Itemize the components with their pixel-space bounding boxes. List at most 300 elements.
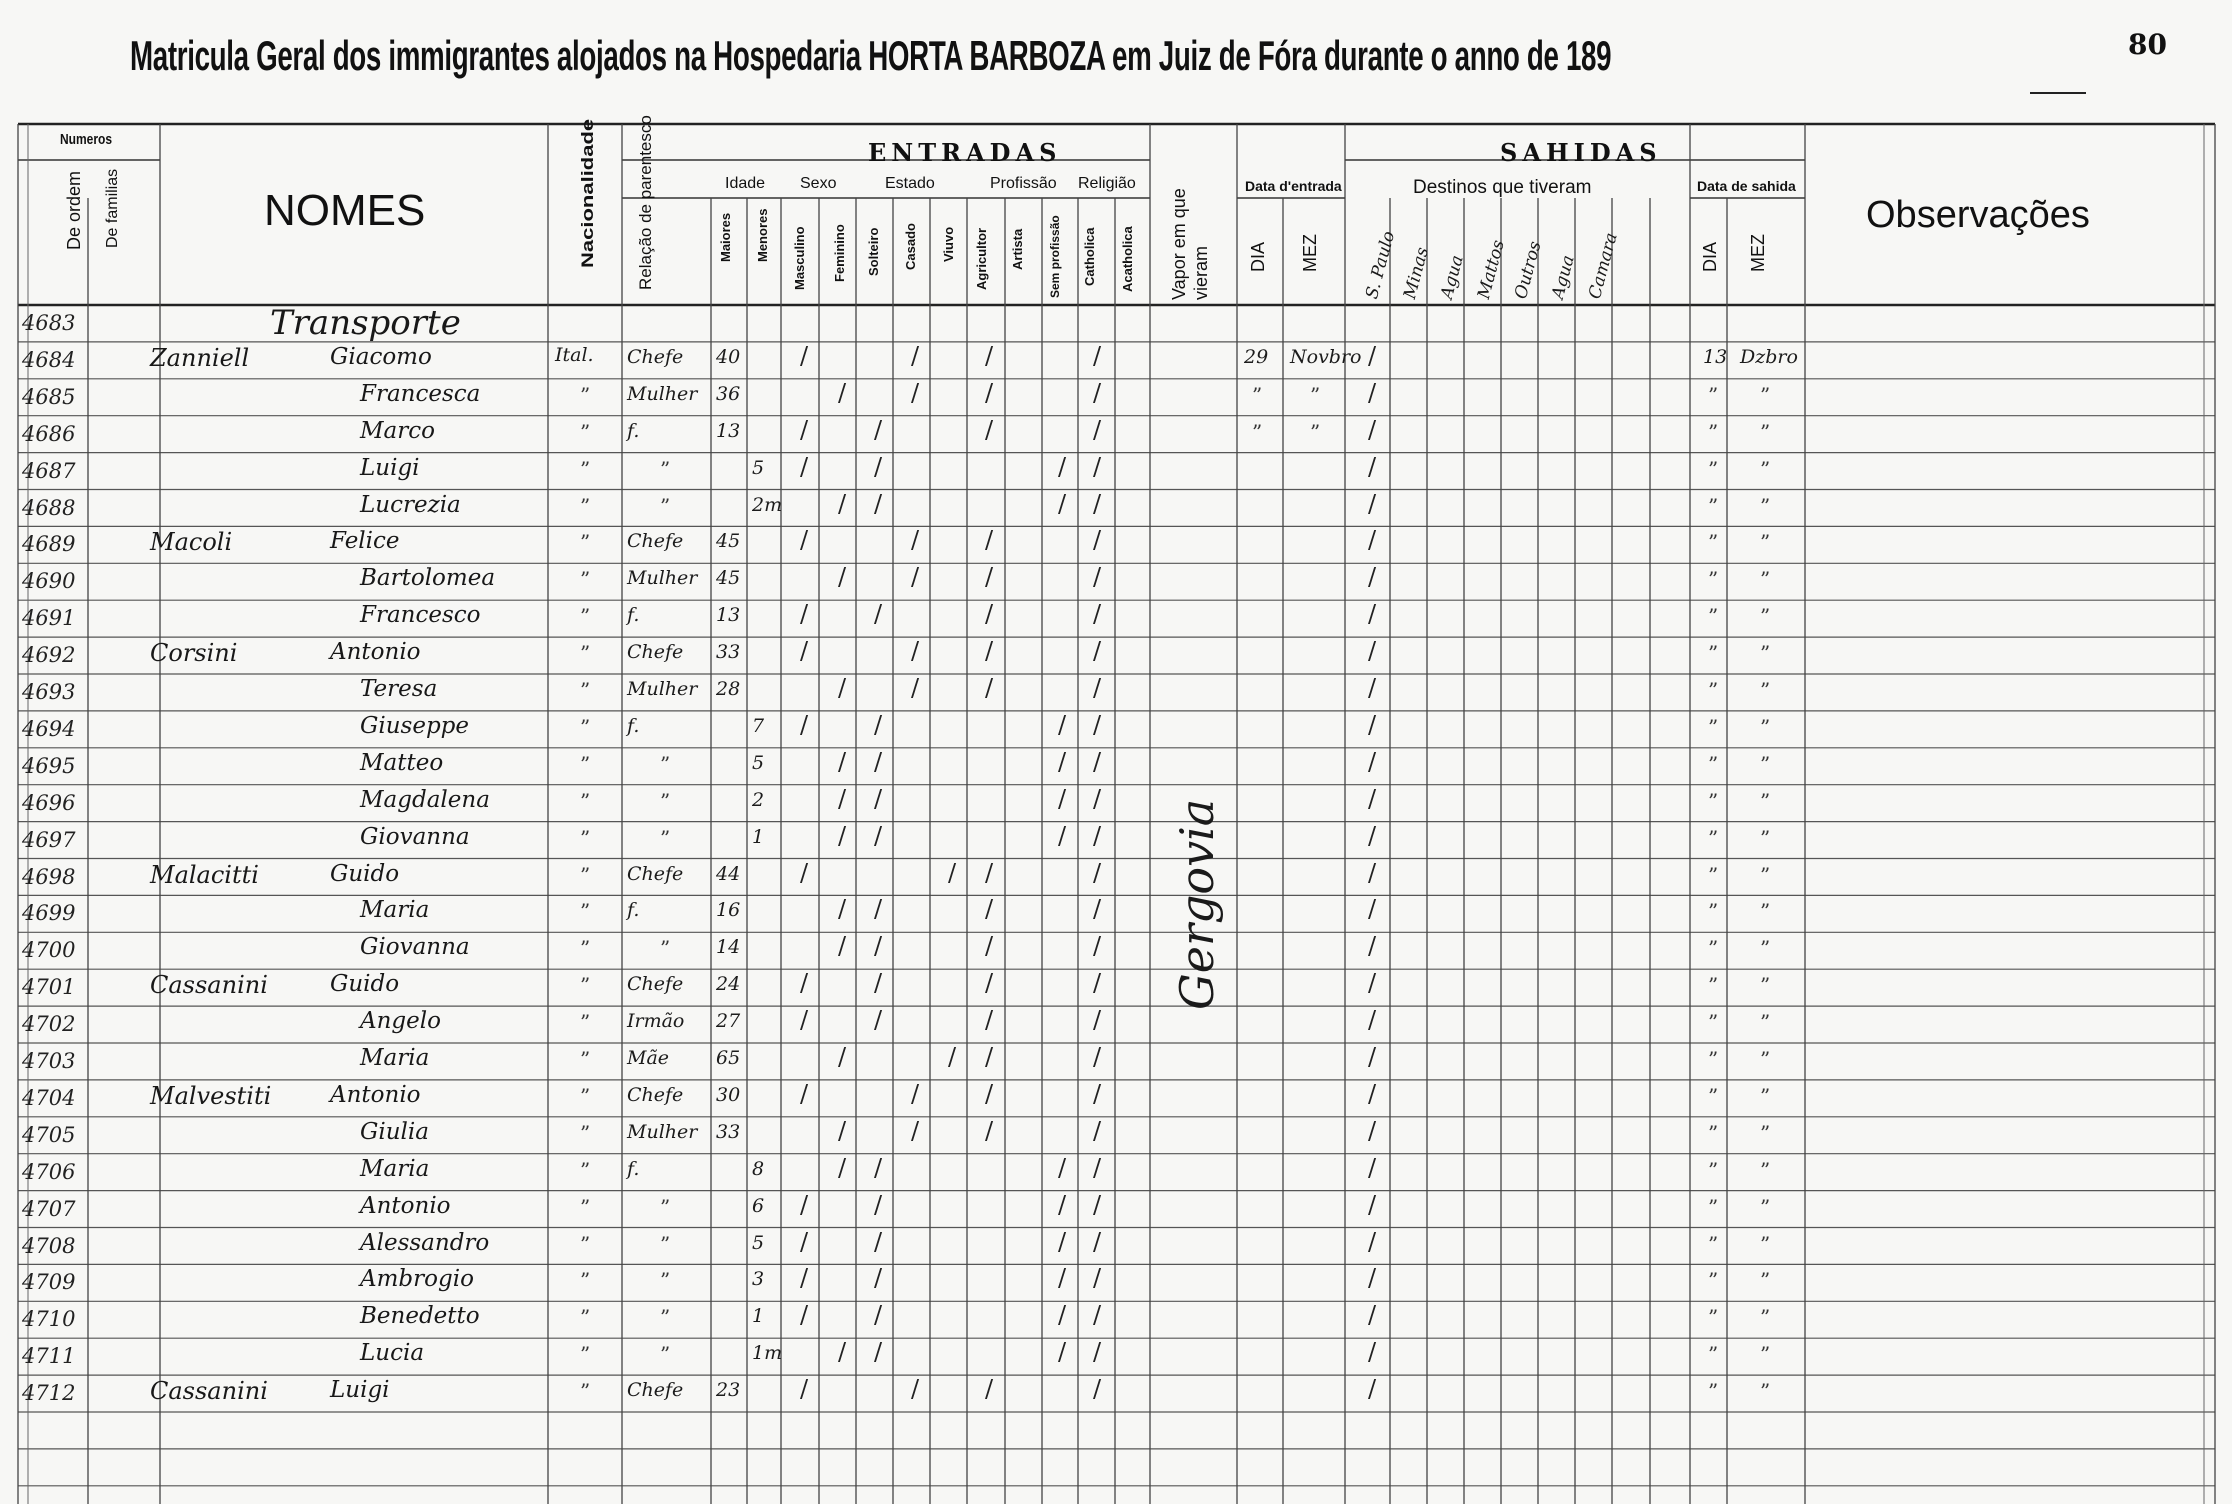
row-sexo-mark: / [838,1338,847,1367]
row-nacionalidade-ditto: ” [580,788,591,813]
row-menores: 2m [752,493,783,516]
row-entrada-dia-ditto: ” [1252,419,1263,444]
row-given-name: Giuseppe [360,712,470,739]
row-nacionalidade-ditto: ” [580,751,591,776]
row-menores: 1m [752,1342,783,1365]
row-sahida-dia-ditto: ” [1708,567,1719,592]
destino-head-5: Outros [1511,239,1546,302]
row-religiao-mark: / [1093,1301,1102,1330]
header-solteiro: Solteiro [866,227,881,276]
row-destino-mark: / [1368,1375,1377,1404]
row-sahida-dia-ditto: ” [1708,1120,1719,1145]
row-sexo-mark: / [838,1153,847,1182]
row-sahida-dia: 13 [1703,345,1728,368]
row-maiores: 28 [716,678,741,700]
row-given-name: Bartolomea [360,565,496,592]
row-profissao-mark: / [985,674,994,702]
destino-head-6: Agua [1548,253,1579,302]
row-religiao-mark: / [1093,526,1102,555]
row-maiores: 27 [716,1010,741,1033]
row-sahida-dia-ditto: ” [1708,1342,1719,1367]
header-nomes: NOMES [264,186,426,235]
row-ordem-number: 4709 [22,1270,76,1295]
row-nacionalidade-ditto: ” [580,641,591,666]
row-sahida-mez-ditto: ” [1760,973,1771,998]
row-religiao-mark: / [1093,563,1102,592]
row-parentesco-ditto: ” [660,825,671,850]
row-ordem-number: 4692 [22,643,76,668]
row-maiores: 36 [716,382,741,405]
page-title: Matricula Geral dos immigrantes alojados na Hospedaria HORTA BARBOZA em Juiz de Fóra durante o anno de 189 [130,32,1612,79]
row-ordem-number: 4703 [22,1049,76,1073]
row-given-name: Teresa [360,676,438,702]
row-estado-mark: / [874,969,883,998]
row-parentesco: Chefe [627,1083,684,1106]
row-given-name: Luigi [360,454,420,481]
row-sexo-mark: / [800,1006,809,1035]
row-menores: 5 [752,751,765,774]
row-sahida-mez-ditto: ” [1760,1231,1771,1256]
row-profissao-mark: / [1058,489,1067,518]
row-destino-mark: / [1368,932,1377,961]
transporte-label: Transporte [270,303,461,343]
row-maiores: 45 [716,530,741,553]
row-nacionalidade-ditto: ” [580,1342,591,1367]
row-profissao-mark: / [1058,710,1067,739]
row-ordem-number: 4694 [22,716,76,741]
row-nacionalidade-ditto: ” [580,493,591,518]
row-ordem-number: 4686 [22,421,76,446]
row-profissao-mark: / [985,637,994,666]
row-parentesco: f. [627,604,640,627]
header-masculino: Masculino [792,226,807,290]
row-sahida-dia-ditto: ” [1708,1231,1719,1256]
row-nacionalidade-ditto: ” [580,1379,591,1404]
row-nacionalidade-ditto: ” [580,1268,591,1293]
row-estado-mark: / [874,1264,883,1293]
row-religiao-mark: / [1093,821,1102,850]
row-surname: Zanniell [150,343,250,372]
row-given-name: Angelo [360,1008,441,1035]
row-parentesco: Mulher [627,382,698,405]
row-sahida-dia-ditto: ” [1708,825,1719,850]
row-religiao-mark: / [1093,637,1102,666]
row-sahida-mez-ditto: ” [1760,678,1771,702]
row-destino-mark: / [1368,1153,1377,1182]
row-nacionalidade-ditto: ” [580,1083,591,1108]
header-data-sahida: Data de sahida [1697,178,1796,194]
row-sahida-mez-ditto: ” [1760,456,1771,481]
header-religiao: Religião [1078,175,1136,192]
row-maiores: 24 [716,973,741,996]
row-estado-mark: / [874,821,883,850]
row-sahida-dia-ditto: ” [1708,1379,1719,1404]
row-ordem-number: 4684 [22,347,76,372]
row-estado-mark: / [874,895,883,924]
row-religiao-mark: / [1093,1264,1102,1293]
row-parentesco-ditto: ” [660,1305,671,1330]
row-estado-mark: / [874,710,883,739]
row-estado-mark: / [874,1338,883,1367]
row-maiores: 45 [716,567,741,590]
row-given-name: Giulia [360,1118,429,1145]
row-sahida-dia-ditto: ” [1708,604,1719,629]
row-sahida-dia-ditto: ” [1708,641,1719,666]
row-ordem-number: 4711 [22,1344,76,1369]
row-parentesco: f. [627,899,640,922]
row-parentesco-ditto: ” [660,1268,671,1293]
row-estado-mark: / [911,1375,920,1404]
row-nacionalidade-ditto: ” [580,382,591,407]
row-destino-mark: / [1368,969,1377,998]
header-maiores: Maiores [718,212,733,262]
row-ordem-number: 4693 [22,680,76,704]
row-sahida-mez-ditto: ” [1760,1157,1771,1182]
row-sahida-mez-ditto: ” [1760,1120,1771,1145]
row-given-name: Benedetto [360,1303,480,1330]
row-estado-mark: / [874,1301,883,1330]
row-sahida-dia-ditto: ” [1708,1268,1719,1293]
header-data-entrada: Data d'entrada [1245,178,1342,194]
header-destinos: Destinos que tiveram [1413,177,1592,198]
row-nacionalidade-ditto: ” [580,862,591,887]
row-sahida-mez-ditto: ” [1760,1379,1771,1404]
row-maiores: 65 [716,1047,741,1069]
row-profissao-mark: / [985,378,994,407]
row-destino-mark: / [1368,1264,1377,1293]
row-ordem-number: 4701 [22,975,76,1000]
header-entradas: ENTRADAS [868,138,1062,167]
row-ordem-number: 4695 [22,753,76,778]
row-destino-mark: / [1368,600,1377,629]
row-given-name: Francesca [360,380,481,407]
destino-head-3: Agua [1437,253,1468,302]
row-sahida-mez-ditto: ” [1760,493,1771,518]
row-given-name: Felice [330,528,400,555]
row-sahida-mez-ditto: ” [1760,1342,1771,1367]
header-agricultor: Agricultor [974,227,989,290]
row-destino-mark: / [1368,637,1377,666]
header-sahida-mez: MEZ [1748,234,1768,272]
row-destino-mark: / [1368,674,1377,702]
row-sexo-mark: / [800,526,809,555]
row-sahida-mez-ditto: ” [1760,1010,1771,1035]
row-sahida-mez-ditto: ” [1760,1047,1771,1071]
row-destino-mark: / [1368,784,1377,813]
row-entrada-mez-ditto: ” [1310,419,1321,444]
row-given-name: Francesco [360,602,481,629]
header-de-ordem: De ordem [64,170,84,250]
header-de-familias: De familias [104,168,121,248]
header-entrada-dia: DIA [1248,241,1268,272]
row-sahida-mez-ditto: ” [1760,714,1771,739]
row-ordem-number: 4700 [22,938,76,963]
row-nacionalidade-ditto: ” [580,1047,591,1071]
row-maiores: 16 [716,899,741,922]
row-sahida-dia-ditto: ” [1708,382,1719,407]
row-sahida-mez-ditto: ” [1760,419,1771,444]
row-sexo-mark: / [800,1264,809,1293]
row-given-name: Giovanna [360,823,470,850]
row-ordem-number: 4698 [22,864,76,889]
destino-head-1: S. Paulo [1362,229,1400,302]
row-ordem-number: 4687 [22,458,76,483]
header-profissao: Profissão [990,175,1057,192]
row-parentesco: Mulher [627,678,698,700]
row-nacionalidade-ditto: ” [580,1231,591,1256]
row-profissao-mark: / [1058,1153,1067,1182]
row-surname: Corsini [150,639,238,668]
row-ordem-number: 4691 [22,606,76,631]
row-ordem-number: 4697 [22,827,76,852]
row-surname: Macoli [150,528,233,557]
row-destino-mark: / [1368,341,1377,370]
header-feminino: Feminino [832,224,847,282]
row-parentesco: Chefe [627,641,684,664]
header-casado: Casado [903,223,918,270]
header-numeros: Numeros [60,131,113,148]
row-parentesco: Chefe [627,973,684,996]
row-sahida-mez-ditto: ” [1760,899,1771,924]
row-destino-mark: / [1368,563,1377,592]
row-sexo-mark: / [838,821,847,850]
row-given-name: Guido [330,860,400,887]
row-sahida-mez-ditto: ” [1760,604,1771,629]
row-religiao-mark: / [1093,1190,1102,1219]
row-given-name: Guido [330,971,400,998]
vapor-name: Gergovia [1170,798,1224,1010]
row-entrada-mez: Novbro [1290,345,1362,368]
row-estado-mark: / [911,526,920,555]
row-destino-mark: / [1368,858,1377,887]
row-nacionalidade-ditto: ” [580,899,591,924]
header-observacoes: Observações [1866,194,2090,236]
row-maiores: 33 [716,641,741,664]
row-sahida-dia-ditto: ” [1708,714,1719,739]
row-maiores: 30 [716,1083,741,1106]
row-estado-mark: / [874,600,883,629]
row-nacionalidade: Ital. [555,343,594,366]
row-nacionalidade-ditto: ” [580,419,591,444]
row-profissao-mark: / [985,600,994,629]
row-nacionalidade-ditto: ” [580,825,591,850]
row-religiao-mark: / [1093,1375,1102,1404]
row-profissao-mark: / [1058,784,1067,813]
row-destino-mark: / [1368,747,1377,776]
row-estado-mark: / [874,747,883,776]
row-parentesco-ditto: ” [660,788,671,813]
row-ordem-number: 4685 [22,384,76,409]
row-destino-mark: / [1368,1227,1377,1256]
row-surname: Malvestiti [150,1081,272,1110]
row-sahida-dia-ditto: ” [1708,419,1719,444]
row-profissao-mark: / [985,415,994,444]
row-maiores: 13 [716,604,741,627]
row-parentesco-ditto: ” [660,493,671,518]
header-acatholica: Acatholica [1120,226,1135,292]
row-profissao-mark: / [985,932,994,961]
row-surname: Malacitti [150,860,259,889]
row-sahida-dia-ditto: ” [1708,973,1719,998]
row-menores: 3 [752,1268,765,1291]
row-destino-mark: / [1368,710,1377,739]
row-nacionalidade-ditto: ” [580,714,591,739]
row-surname: Cassanini [150,1377,268,1406]
page-number: 80 [2128,28,2167,61]
row-religiao-mark: / [1093,1116,1102,1145]
row-destino-mark: / [1368,1116,1377,1145]
header-sexo: Sexo [800,175,837,192]
row-profissao-mark: / [1058,1190,1067,1219]
row-religiao-mark: / [1093,747,1102,776]
row-maiores: 14 [716,936,741,959]
row-religiao-mark: / [1093,1043,1102,1071]
row-ordem-number: 4704 [22,1085,76,1110]
row-sahida-mez-ditto: ” [1760,567,1771,592]
row-nacionalidade-ditto: ” [580,973,591,998]
row-parentesco: f. [627,714,640,737]
row-given-name: Maria [360,1155,430,1182]
row-given-name: Luigi [330,1377,390,1404]
row-sexo-mark: / [800,1375,809,1404]
row-ordem-number: 4707 [22,1196,76,1221]
row-nacionalidade-ditto: ” [580,530,591,555]
row-parentesco-ditto: ” [660,456,671,481]
row-nacionalidade-ditto: ” [580,1194,591,1219]
row-given-name: Antonio [330,1081,421,1108]
header-viuvo: Viuvo [941,226,956,262]
row-destino-mark: / [1368,415,1377,444]
header-nacionalidade: Nacionalidade [578,118,597,268]
row-maiores: 13 [716,419,741,442]
row-nacionalidade-ditto: ” [580,604,591,629]
row-maiores: 40 [716,345,741,368]
row-sexo-mark: / [800,1190,809,1219]
row-profissao-mark: / [985,858,994,887]
row-religiao-mark: / [1093,895,1102,924]
row-religiao-mark: / [1093,858,1102,887]
row-religiao-mark: / [1093,710,1102,739]
row-ordem-number: 4706 [22,1159,76,1184]
row-destino-mark: / [1368,526,1377,555]
year-blank-line [2030,92,2086,94]
row-sahida-mez-ditto: ” [1760,382,1771,407]
row-nacionalidade-ditto: ” [580,936,591,961]
row-sahida-dia-ditto: ” [1708,1194,1719,1219]
row-ordem-number: 4710 [22,1307,76,1332]
row-religiao-mark: / [1093,1153,1102,1182]
row-destino-mark: / [1368,378,1377,407]
row-sexo-mark: / [838,563,847,592]
row-sexo-mark: / [800,1301,809,1330]
row-destino-mark: / [1368,489,1377,518]
row-entrada-dia-ditto: ” [1252,382,1263,407]
destino-head-2: Minas [1400,245,1433,302]
row-sexo-mark: / [838,489,847,518]
row-sexo-mark: / [838,378,847,407]
row-ordem-number: 4696 [22,790,76,815]
row-profissao-mark: / [1058,747,1067,776]
row-sexo-mark: / [838,1043,847,1071]
row-sahida-dia-ditto: ” [1708,1083,1719,1108]
row-profissao-mark: / [1058,452,1067,481]
row-given-name: Ambrogio [360,1266,474,1293]
row-parentesco: Chefe [627,1379,684,1402]
row-sexo-mark: / [838,932,847,961]
row-parentesco: f. [627,419,640,442]
row-nacionalidade-ditto: ” [580,1157,591,1182]
row-given-name: Antonio [360,1192,451,1219]
row-menores: 6 [752,1194,765,1217]
row-parentesco-ditto: ” [660,1194,671,1219]
row-sahida-dia-ditto: ” [1708,862,1719,887]
row-sahida-mez-ditto: ” [1760,825,1771,850]
row-religiao-mark: / [1093,378,1102,407]
row-parentesco: Mulher [627,1120,698,1143]
row-destino-mark: / [1368,1338,1377,1367]
header-vapor: Vapor em que vieram [1169,188,1211,300]
row-menores: 8 [752,1157,765,1180]
row-given-name: Marco [360,417,435,444]
row-menores: 2 [752,788,765,811]
row-entrada-mez-ditto: ” [1310,382,1321,407]
row-estado-mark: / [874,932,883,961]
row-profissao-mark: / [1058,1264,1067,1293]
row-sahida-dia-ditto: ” [1708,1305,1719,1330]
header-parentesco: Relação de parentesco [636,115,655,290]
row-estado-mark: / [874,784,883,813]
row-religiao-mark: / [1093,489,1102,518]
row-ordem-number: 4688 [22,495,76,520]
row-sahida-mez-ditto: ” [1760,1268,1771,1293]
row-estado-mark: / [874,452,883,481]
row-sexo-mark: / [800,341,809,370]
row-ordem-number: 4690 [22,569,76,594]
row-sahida-dia-ditto: ” [1708,530,1719,555]
row-sahida-mez-ditto: ” [1760,788,1771,813]
row-given-name: Lucia [360,1340,425,1367]
row-religiao-mark: / [1093,784,1102,813]
row-nacionalidade-ditto: ” [580,567,591,592]
row-given-name: Magdalena [360,786,490,813]
row-menores: 5 [752,1231,765,1254]
row-nacionalidade-ditto: ” [580,1120,591,1145]
row-sahida-mez-ditto: ” [1760,751,1771,776]
row-sexo-mark: / [800,1227,809,1256]
row-sexo-mark: / [838,784,847,813]
row-ordem-number: 4683 [22,311,76,335]
row-ordem-number: 4689 [22,532,76,557]
row-sahida-mez-ditto: ” [1760,862,1771,887]
row-parentesco: Chefe [627,862,684,885]
row-menores: 7 [752,714,765,737]
row-sahida-dia-ditto: ” [1708,751,1719,776]
row-ordem-number: 4712 [22,1381,76,1406]
row-profissao-mark: / [985,563,994,592]
row-religiao-mark: / [1093,452,1102,481]
row-sexo-mark: / [800,600,809,629]
row-estado-mark: / [911,674,920,702]
row-sahida-mez-ditto: ” [1760,530,1771,555]
row-sexo-mark: / [800,415,809,444]
row-estado-mark: / [911,378,920,407]
row-parentesco-ditto: ” [660,1342,671,1367]
row-sahida-dia-ditto: ” [1708,456,1719,481]
row-sexo-mark: / [800,1079,809,1108]
row-destino-mark: / [1368,1006,1377,1035]
row-estado-mark: / [874,489,883,518]
row-sexo-mark: / [800,969,809,998]
